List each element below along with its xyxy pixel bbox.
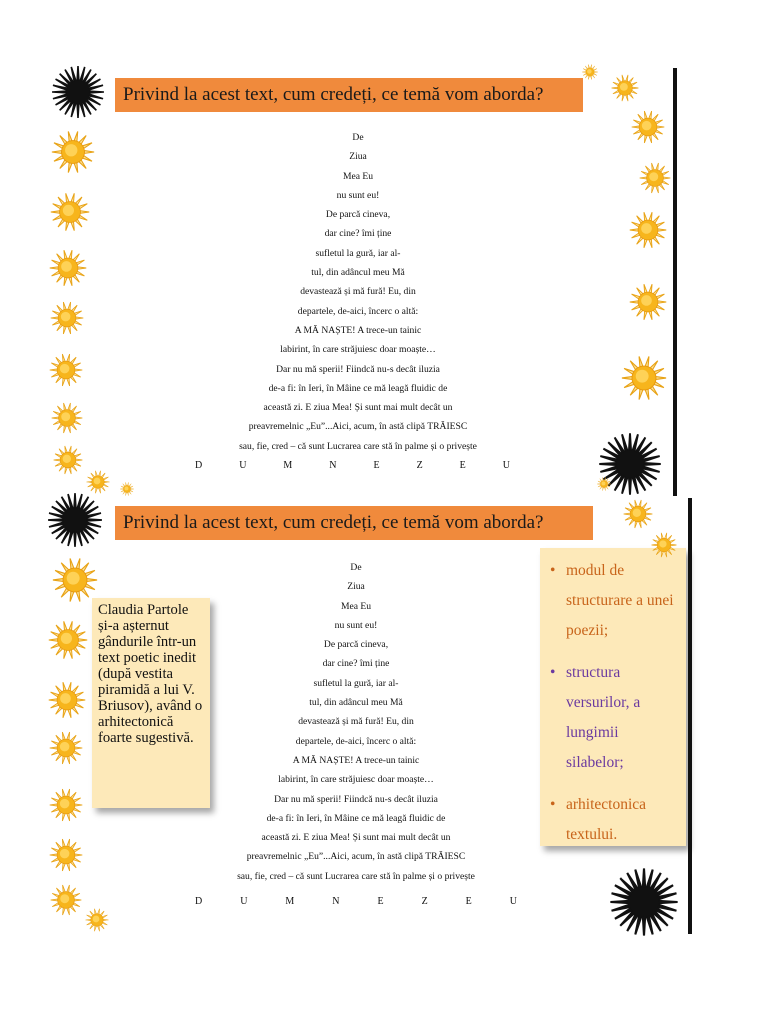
sun-icon bbox=[85, 908, 109, 932]
poem-line: nu sunt eu! bbox=[334, 619, 378, 631]
final-word bbox=[195, 460, 510, 471]
poem-line: preavremelnic „Eu”...Aici, acum, în astă clipă TRĂIESC bbox=[248, 421, 468, 433]
sun-icon bbox=[48, 620, 88, 660]
sun-icon bbox=[597, 477, 611, 491]
final-letter: U bbox=[240, 896, 248, 907]
final-letter: E bbox=[373, 460, 380, 471]
poem-line: această zi. E ziua Mea! Și sunt mai mult decât un bbox=[263, 402, 453, 414]
sun-icon bbox=[631, 110, 665, 144]
poem-line: A MĂ NAȘTE! A trece-un tainic bbox=[292, 754, 420, 766]
poem-line: această zi. E ziua Mea! Și sunt mai mult decât un bbox=[261, 832, 451, 844]
poem-line: sufletul la gură, iar al- bbox=[315, 247, 401, 259]
poem-line: Ziua bbox=[347, 581, 365, 593]
sun-icon bbox=[48, 681, 86, 719]
hint-text: structura versurilor, a lungimii silabelor; bbox=[566, 664, 641, 771]
author-note-box: Claudia Partole și-a așternut gândurile într-un text poetic inedit (după vestita piramidă a lui V. Briusov), având o arhitectonică foarte sugestivă. bbox=[92, 598, 210, 808]
poem-line: de-a fi: în Ieri, în Mâine ce mă leagă fluidic de bbox=[268, 382, 448, 394]
sun-icon bbox=[49, 788, 83, 822]
sun-icon bbox=[623, 499, 653, 529]
final-letter: N bbox=[329, 460, 337, 471]
sun-icon bbox=[609, 867, 679, 937]
poem-line: De parcă cineva, bbox=[323, 639, 389, 651]
sun-icon bbox=[86, 470, 110, 494]
slide-title: Privind la acest text, cum credeți, ce temă vom aborda? bbox=[115, 506, 593, 540]
poem-line: A MĂ NAȘTE! A trece-un tainic bbox=[294, 324, 422, 336]
poem-line: labirint, în care străjuiesc doar moaște… bbox=[278, 774, 434, 786]
sun-icon bbox=[49, 353, 83, 387]
sun-icon bbox=[621, 355, 667, 401]
sun-icon bbox=[50, 192, 90, 232]
sun-icon bbox=[53, 445, 83, 475]
final-letter: U bbox=[509, 896, 517, 907]
poem-line: dar cine? îmi ține bbox=[324, 228, 392, 240]
final-letter: Z bbox=[416, 460, 423, 471]
final-word bbox=[195, 896, 517, 907]
final-letter: D bbox=[195, 896, 203, 907]
hint-item bbox=[546, 790, 680, 850]
poem-line: sufletul la gură, iar al- bbox=[313, 677, 399, 689]
sun-icon bbox=[49, 838, 83, 872]
final-letter: E bbox=[459, 460, 466, 471]
poem-line: De parcă cineva, bbox=[325, 209, 391, 221]
poem-line: nu sunt eu! bbox=[336, 189, 380, 201]
poem-line: Mea Eu bbox=[342, 170, 374, 182]
sun-icon bbox=[629, 283, 667, 321]
sun-icon bbox=[51, 65, 105, 119]
sun-icon bbox=[651, 532, 677, 558]
final-letter: Z bbox=[421, 896, 428, 907]
poem-line: devastează și mă fură! Eu, din bbox=[298, 716, 414, 728]
slide-border-right bbox=[688, 498, 692, 934]
sun-icon bbox=[47, 492, 103, 548]
bullet-icon: • bbox=[550, 796, 556, 813]
hint-text: modul de structurare a unei poezii; bbox=[566, 562, 674, 639]
poem-line: de-a fi: în Ieri, în Mâine ce mă leagă fluidic de bbox=[266, 812, 446, 824]
bullet-icon: • bbox=[550, 664, 556, 681]
poem-line: tul, din adâncul meu Mă bbox=[309, 697, 403, 709]
final-letter: E bbox=[377, 896, 384, 907]
poem-line: Dar nu mă sperii! Fiindcă nu-s decât iluzia bbox=[274, 793, 438, 805]
poem-line: Mea Eu bbox=[340, 600, 372, 612]
sun-icon bbox=[52, 557, 98, 603]
sun-icon bbox=[639, 162, 671, 194]
poem-line: tul, din adâncul meu Mă bbox=[311, 267, 405, 279]
hint-text: arhitectonica textului. bbox=[566, 796, 647, 843]
slide-1 bbox=[40, 60, 676, 496]
poem-text bbox=[40, 128, 676, 456]
poem-line: dar cine? îmi ține bbox=[322, 658, 390, 670]
bullet-icon: • bbox=[550, 562, 556, 579]
poem-line: Dar nu mă sperii! Fiindcă nu-s decât iluzia bbox=[276, 363, 440, 375]
sun-icon bbox=[49, 249, 87, 287]
sun-icon bbox=[582, 64, 598, 80]
poem-line: De bbox=[352, 132, 364, 143]
final-letter: M bbox=[283, 460, 293, 471]
final-letter: U bbox=[239, 460, 247, 471]
sun-icon bbox=[51, 130, 95, 174]
sun-icon bbox=[120, 482, 134, 496]
final-letter: M bbox=[285, 896, 295, 907]
poem-line: sau, fie, cred – că sunt Lucrarea care stă în palme și o privește bbox=[237, 870, 475, 882]
final-letter: U bbox=[502, 460, 510, 471]
final-letter: D bbox=[195, 460, 203, 471]
final-letter: E bbox=[465, 896, 472, 907]
poem-line: departele, de-aici, încerc o altă: bbox=[295, 735, 417, 747]
sun-icon bbox=[629, 211, 667, 249]
slide-border-right bbox=[673, 68, 677, 496]
sun-icon bbox=[50, 301, 84, 335]
poem-line: departele, de-aici, încerc o altă: bbox=[297, 305, 419, 317]
hint-item bbox=[546, 556, 680, 646]
sun-icon bbox=[51, 402, 83, 434]
hint-item bbox=[546, 658, 680, 778]
poem-line: De bbox=[350, 562, 362, 573]
poem-line: sau, fie, cred – că sunt Lucrarea care stă în palme și o privește bbox=[239, 440, 477, 452]
slide-title: Privind la acest text, cum credeți, ce temă vom aborda? bbox=[115, 78, 583, 112]
poem-line: preavremelnic „Eu”...Aici, acum, în astă clipă TRĂIESC bbox=[246, 851, 466, 863]
sun-icon bbox=[49, 731, 83, 765]
slide-2 bbox=[40, 496, 692, 936]
poem-line: Ziua bbox=[349, 151, 367, 163]
answer-hints-box bbox=[540, 548, 686, 846]
sun-icon bbox=[50, 884, 82, 916]
final-letter: N bbox=[332, 896, 340, 907]
poem-line: devastează și mă fură! Eu, din bbox=[300, 286, 416, 298]
poem-line: labirint, în care străjuiesc doar moaște… bbox=[280, 344, 436, 356]
sun-icon bbox=[611, 74, 639, 102]
